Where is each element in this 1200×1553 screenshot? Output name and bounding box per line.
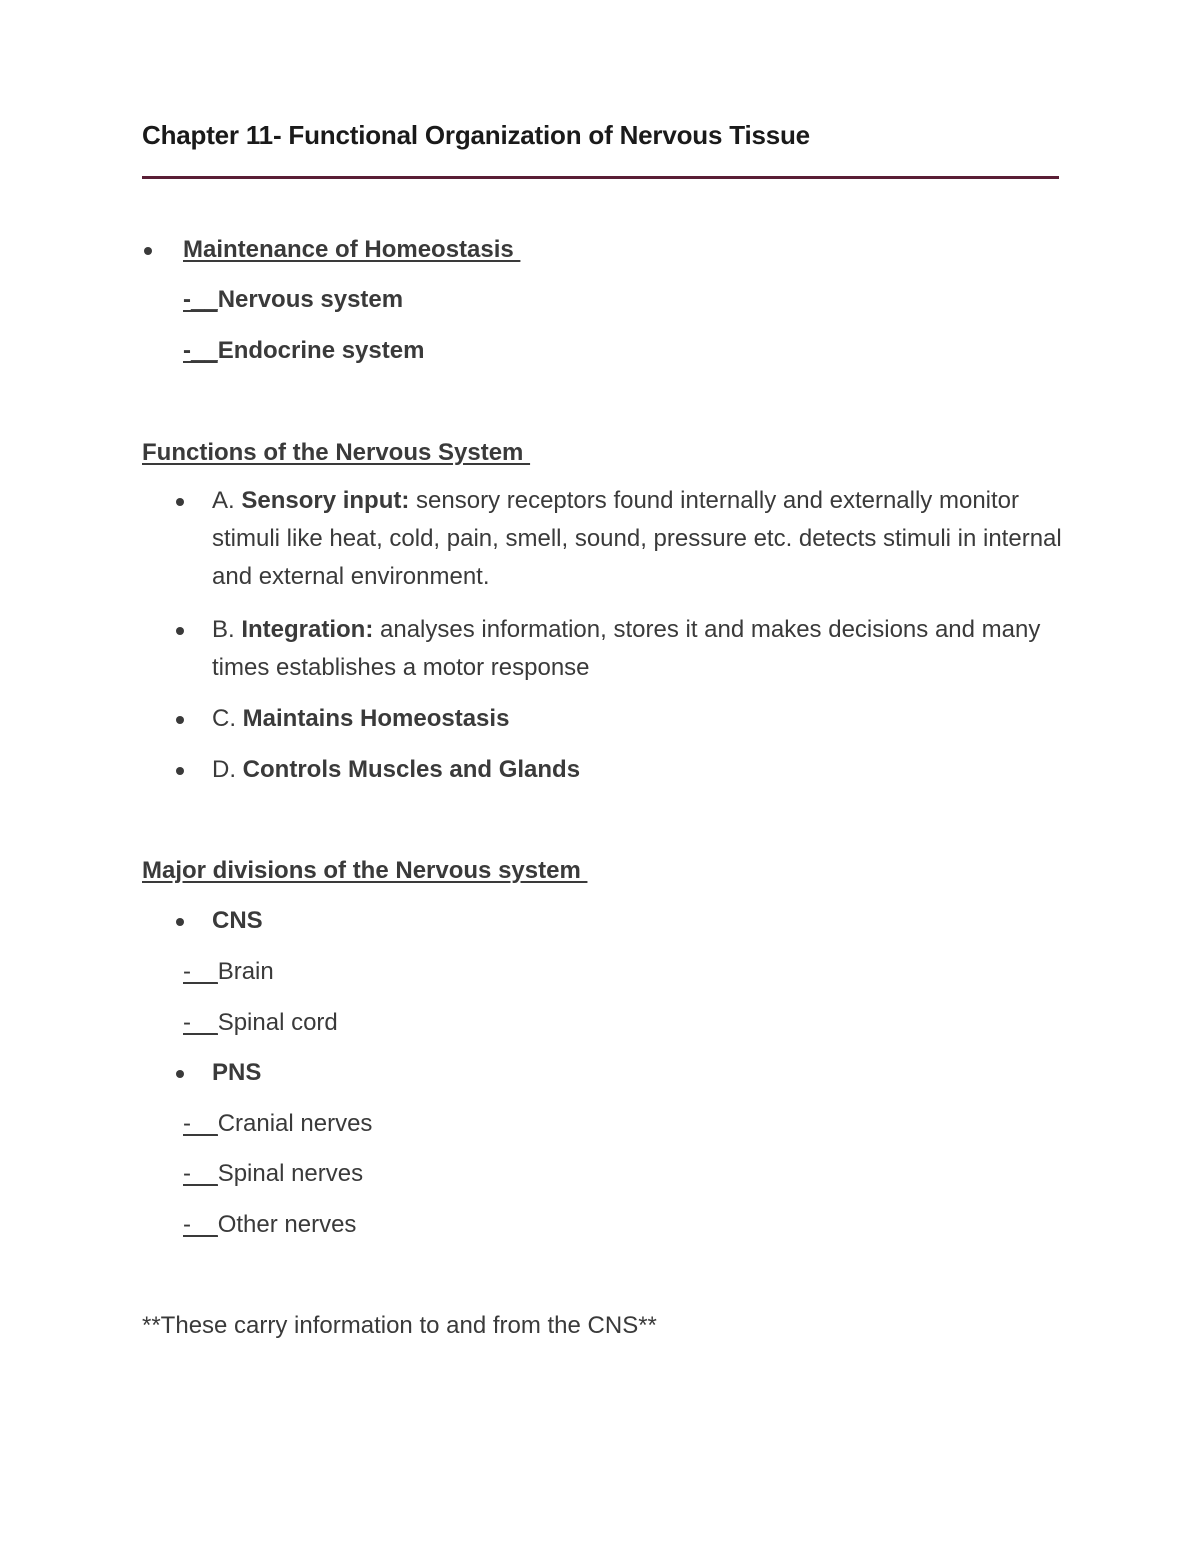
division-label-pns: PNS [212, 1059, 262, 1086]
page-title: Chapter 11- Functional Organization of Nervous Tissue [142, 120, 810, 150]
dash-prefix: -__ [183, 1160, 218, 1187]
item-term: Sensory input: [241, 487, 410, 514]
dash-prefix: -__ [183, 1009, 218, 1036]
list-item [183, 1155, 363, 1193]
list-item [183, 1105, 372, 1143]
list-item-text: Spinal cord [217, 1009, 338, 1036]
list-item [183, 281, 403, 319]
list-item [212, 482, 1062, 596]
section-heading-divisions: Major divisions of the Nervous system [142, 857, 588, 884]
list-item-text: Cranial nerves [217, 1110, 373, 1137]
list-item-text: Endocrine system [217, 337, 425, 364]
list-item [183, 953, 274, 991]
item-term: Integration: [241, 616, 374, 643]
item-letter: C. [212, 705, 243, 732]
item-letter: B. [212, 616, 242, 643]
dash-prefix: -__ [183, 1110, 218, 1137]
title-divider [142, 176, 1059, 179]
list-item-text: Nervous system [217, 286, 404, 313]
footnote: **These carry information to and from the CNS** [142, 1312, 657, 1339]
section-heading-homeostasis: Maintenance of Homeostasis [183, 236, 521, 263]
bullet-icon [176, 918, 184, 926]
item-term: Controls Muscles and Glands [242, 756, 581, 783]
dash-prefix: -__ [183, 337, 218, 364]
item-description: sensory receptors found internally and externally monitor stimuli like heat, cold, pain, smell, sound, pressure etc. detects stimuli in internal and external environment. [212, 487, 1062, 590]
list-item [212, 700, 509, 738]
list-item-text: Spinal nerves [217, 1160, 364, 1187]
item-description: analyses information, stores it and makes decisions and many times establishes a motor response [212, 616, 1041, 681]
bullet-icon [176, 498, 184, 506]
dash-prefix: -__ [183, 958, 218, 985]
list-item [212, 751, 580, 789]
item-letter: D. [212, 756, 243, 783]
list-item [183, 1206, 356, 1244]
dash-prefix: -__ [183, 1211, 218, 1238]
list-item-text: Other nerves [217, 1211, 357, 1238]
list-item [212, 611, 1062, 687]
bullet-icon [176, 716, 184, 724]
division-label-cns: CNS [212, 907, 263, 934]
bullet-icon [144, 247, 152, 255]
bullet-icon [176, 767, 184, 775]
dash-prefix: -__ [183, 286, 218, 313]
list-item [183, 1004, 338, 1042]
section-heading-functions: Functions of the Nervous System [142, 439, 531, 466]
item-term: Maintains Homeostasis [242, 705, 510, 732]
list-item [183, 332, 424, 370]
bullet-icon [176, 627, 184, 635]
list-item-text: Brain [217, 958, 274, 985]
bullet-icon [176, 1070, 184, 1078]
item-letter: A. [212, 487, 242, 514]
